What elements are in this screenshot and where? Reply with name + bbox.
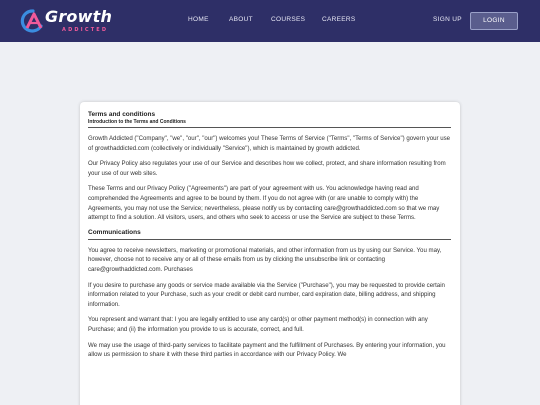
nav-courses-link[interactable]: COURSES: [271, 16, 306, 23]
terms-paragraph: Our Privacy Policy also regulates your use of our Service and describes how we collect, protect, and share information resulting from your use of our web sites.: [88, 160, 446, 177]
divider: [88, 127, 451, 128]
terms-paragraph: You agree to receive newsletters, marketing or promotional materials, and other information from us by using our Service. You may, however, choose not to receive any or all of these emails from us by clicking the unsubscribe link or contacting care@growthaddicted.com. Purchases: [88, 246, 442, 273]
terms-paragraph: Growth Addicted ("Company", "we", "our", "our") welcomes you! These Terms of Service ("Terms", "Terms of Service") govern your use of growthaddicted.com (collectively or individually "Service"), which is maintained by growth addicted.: [88, 135, 451, 152]
ga-logo-icon: [18, 7, 48, 35]
nav-home-link[interactable]: HOME: [188, 16, 209, 23]
sign-up-link[interactable]: SIGN UP: [433, 16, 462, 23]
terms-title: Terms and conditions: [88, 111, 156, 118]
terms-subtitle: Introduction to the Terms and Conditions: [88, 119, 186, 125]
nav-about-link[interactable]: ABOUT: [229, 16, 253, 23]
terms-paragraph: These Terms and our Privacy Policy ("Agreements") are part of your agreement with us. You acknowledge having read and comprehended the Agreements and agree to be bound by them. If you do not agree with (or are unable to comply with) the Agreements, you may not use the Service; nevertheless, please notify us by contacting care@growthaddicted.com so that we may attempt to find a solution. All visitors, users, and others who seek to access or use the Service are subject to these Terms.: [88, 185, 440, 222]
terms-paragraph: We may use the usage of third-party services to facilitate payment and the fulfillment of Purchases. By entering your information, you allow us permission to share it with these third parties in accordance with our Privacy Policy. We: [88, 341, 446, 359]
communications-heading: Communications: [88, 228, 141, 236]
login-button[interactable]: LOGIN: [470, 12, 518, 30]
divider: [88, 239, 451, 240]
top-navbar: [0, 0, 540, 42]
nav-careers-link[interactable]: CAREERS: [322, 16, 356, 23]
terms-card: [80, 102, 460, 405]
logo-wordmark: Growth: [45, 7, 113, 26]
terms-content: [88, 111, 451, 366]
terms-paragraph: If you desire to purchase any goods or service made available via the Service ("Purchase"), you may be requested to provide certain information related to your Purchase, such as your credit or debit card number, card expiration date, billing address, and shipping information.: [88, 281, 445, 308]
logo-tagline: ADDICTED: [62, 27, 109, 33]
terms-paragraph: You represent and warrant that: I you are legally entitled to use any card(s) or other payment method(s) in connection with any Purchase; and (ii) the information you provide to us is accurate, correct, and full.: [88, 316, 428, 333]
growth-addicted-logo[interactable]: [18, 6, 118, 36]
